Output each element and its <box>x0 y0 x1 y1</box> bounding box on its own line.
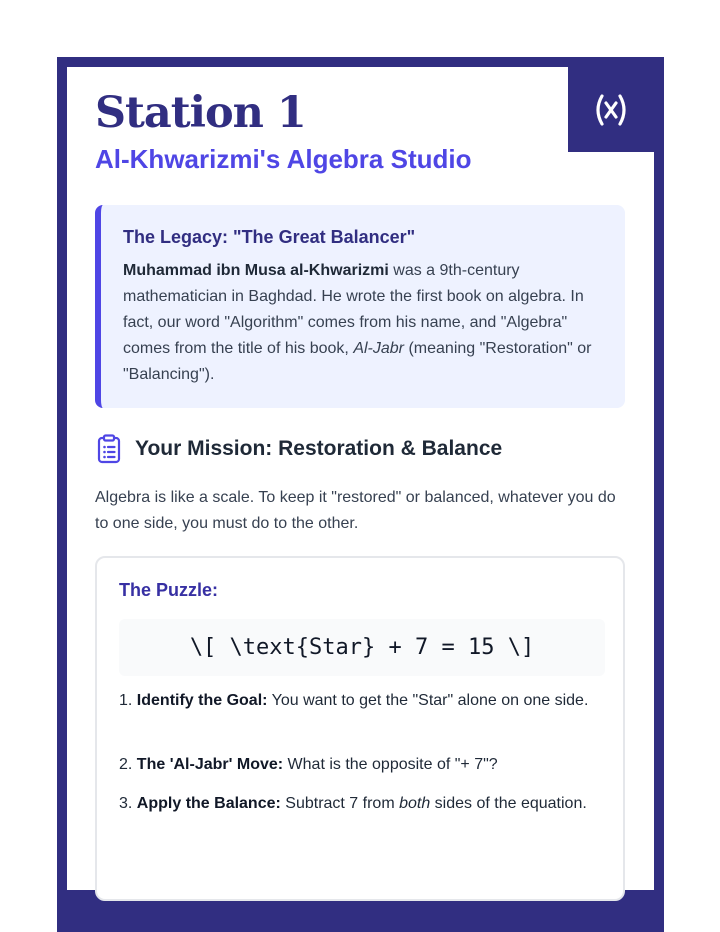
mission-title: Your Mission: Restoration & Balance <box>135 437 503 460</box>
step-emphasis: both <box>399 795 431 812</box>
puzzle-card <box>95 556 625 901</box>
mission-heading <box>95 434 502 464</box>
legacy-title: The Legacy: "The Great Balancer" <box>123 227 416 247</box>
step-text-part-2: sides of the equation. <box>430 795 587 812</box>
page-title: Station 1 <box>95 88 306 138</box>
variable-badge <box>568 67 654 152</box>
step-heading: The 'Al-Jabr' Move: <box>136 756 284 773</box>
page-subtitle: Al-Khwarizmi's Algebra Studio <box>95 144 472 174</box>
puzzle-label: The Puzzle: <box>119 580 219 600</box>
step-text-part-1: Subtract 7 from <box>280 795 400 812</box>
step-number: 1. <box>119 692 137 709</box>
step-text: You want to get the "Star" alone on one side. <box>267 692 589 709</box>
book-title: Al-Jabr <box>353 340 405 357</box>
puzzle-step-3 <box>119 791 609 816</box>
legacy-text-part-2: (meaning "Restoration" or "Balancing"). <box>123 340 592 383</box>
step-heading: Apply the Balance: <box>136 795 281 812</box>
puzzle-step-1 <box>119 688 609 713</box>
legacy-callout <box>95 205 625 408</box>
puzzle-step-2 <box>119 752 609 777</box>
step-number: 3. <box>119 795 137 812</box>
legacy-text <box>123 258 603 388</box>
mathematician-name: Muhammad ibn Musa al-Khwarizmi <box>123 262 389 279</box>
clipboard-list-icon <box>95 434 123 464</box>
puzzle-equation: \[ \text{Star} + 7 = 15 \] <box>119 619 605 676</box>
step-text: What is the opposite of "+ 7"? <box>283 756 498 773</box>
mission-description: Algebra is like a scale. To keep it "restored" or balanced, whatever you do to one side, you must do to the other. <box>95 489 616 532</box>
legacy-text-part-1: was a 9th-century mathematician in Baghdad. He wrote the first book on algebra. In fact, our word "Algorithm" comes from his name, and "Algebra" comes from the title of his book, <box>123 262 584 357</box>
step-heading: Identify the Goal: <box>136 692 268 709</box>
step-number: 2. <box>119 756 137 773</box>
variable-x-icon <box>591 90 631 130</box>
